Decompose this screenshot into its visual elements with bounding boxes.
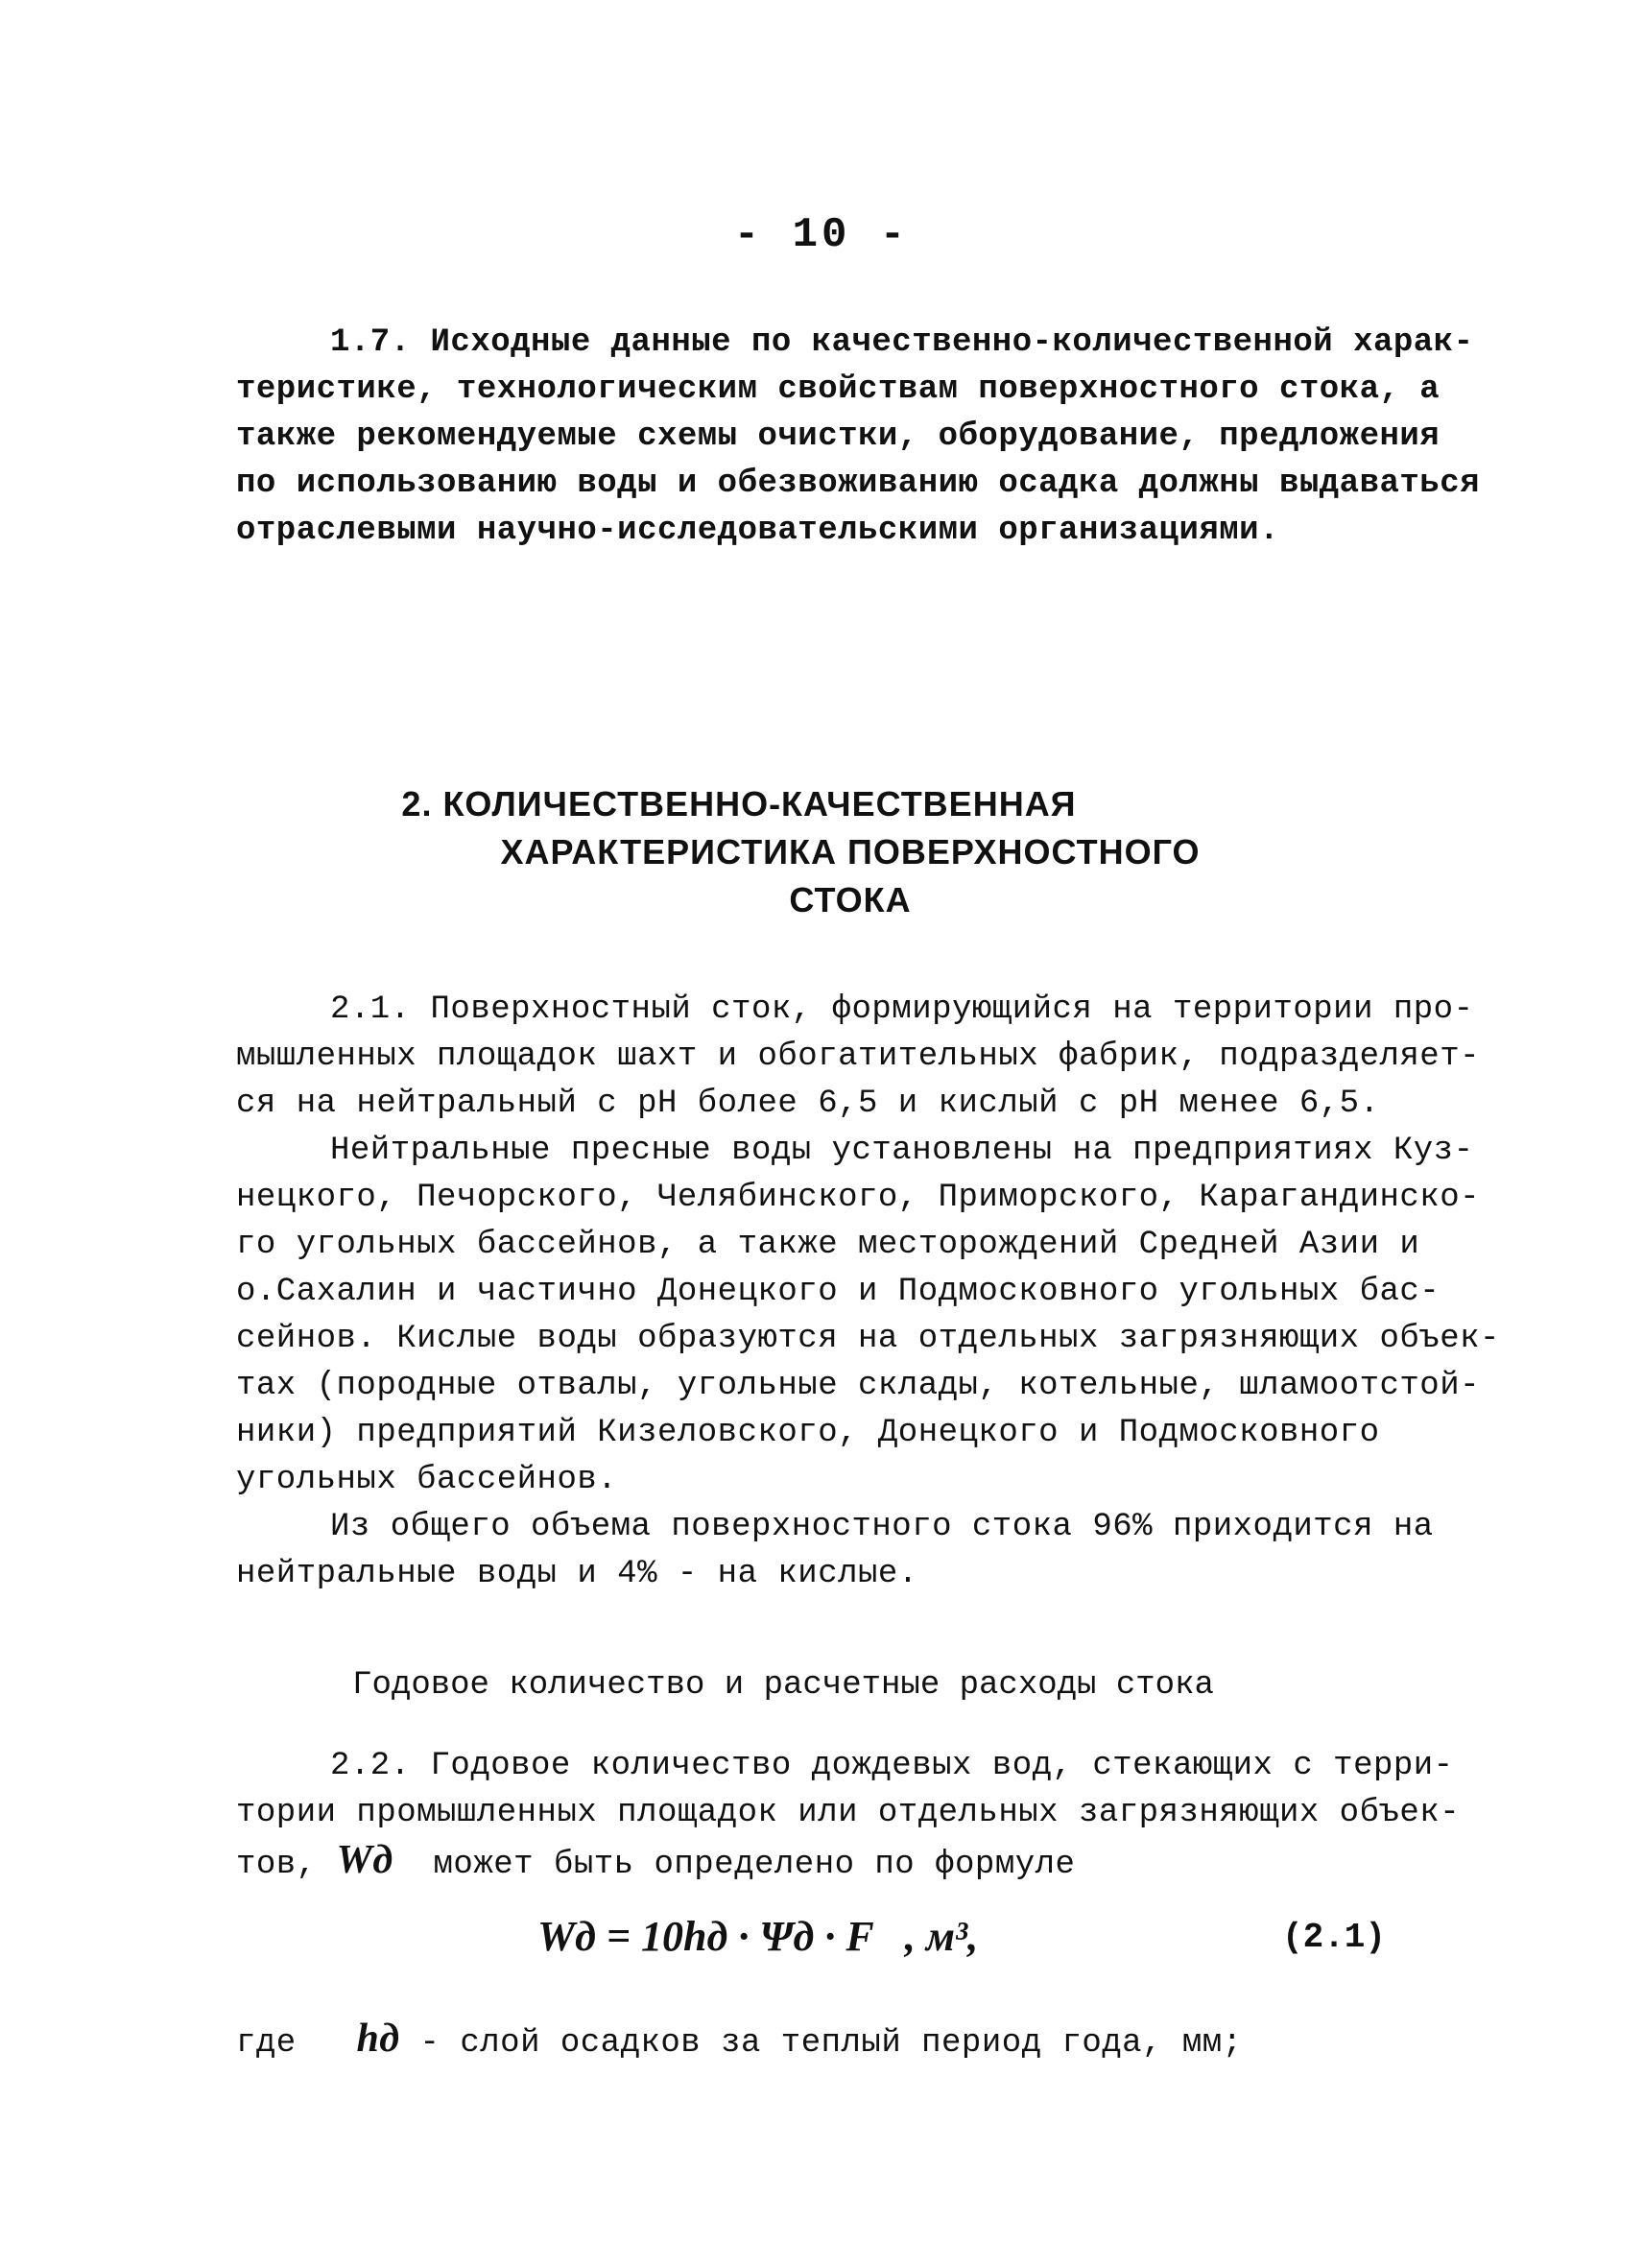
section-2-2-line-1: 2.2. Годовое количество дождевых вод, стекающих с терри-: [330, 1748, 1454, 1784]
section-2-2-line-3-suffix: может быть определено по формуле: [433, 1847, 1076, 1883]
section-2-1-line-12: Из общего объема поверхностного стока 96% приходится на: [330, 1509, 1434, 1545]
section-2-heading-line-1: 2. КОЛИЧЕСТВЕННО-КАЧЕСТВЕННАЯ: [401, 784, 1077, 824]
where-word: где: [236, 2025, 297, 2062]
section-2-1-line-13: нейтральные воды и 4% - на кислые.: [236, 1556, 918, 1592]
formula-number: (2.1): [1282, 1918, 1387, 1957]
page-number: - 10 -: [733, 211, 910, 259]
section-2-2-line-3: [236, 1837, 1075, 1888]
where-line: [236, 2016, 1243, 2066]
subheading: Годовое количество и расчетные расходы стока: [352, 1667, 1214, 1704]
section-2-1-line-6: го угольных бассейнов, а также месторождений Средней Азии и: [236, 1227, 1420, 1263]
section-1-7-line-5: отраслевыми научно-исследовательскими организациями.: [236, 513, 1279, 549]
section-2-2-line-3-prefix: тов,: [236, 1847, 317, 1883]
section-2-1-line-11: угольных бассейнов.: [236, 1462, 618, 1498]
section-2-1-line-2: мышленных площадок шахт и обогатительных фабрик, подразделяет-: [236, 1039, 1481, 1075]
section-1-7-line-1: 1.7. Исходные данные по качественно-количественной харак-: [330, 324, 1474, 361]
section-2-1-line-5: нецкого, Печорского, Челябинского, Приморского, Карагандинско-: [236, 1180, 1481, 1216]
symbol-h-d: hд: [356, 2017, 400, 2061]
formula-2-1: Wд = 10hд · Ψд · F , м³,: [537, 1913, 979, 1960]
where-text: - слой осадков за теплый период года, мм;: [419, 2025, 1243, 2062]
section-2-1-line-8: сейнов. Кислые воды образуются на отдельных загрязняющих объек-: [236, 1321, 1500, 1357]
section-2-2-line-2: тории промышленных площадок или отдельных загрязняющих объек-: [236, 1795, 1461, 1831]
section-2-1-line-7: о.Сахалин и частично Донецкого и Подмосковного угольных бас-: [236, 1274, 1441, 1310]
symbol-w-d: Wд: [336, 1838, 393, 1882]
section-2-1-line-9: тах (породные отвалы, угольные склады, котельные, шламоотстой-: [236, 1368, 1481, 1404]
section-2-1-line-1: 2.1. Поверхностный сток, формирующийся на территории про-: [330, 991, 1474, 1028]
section-1-7-line-2: теристике, технологическим свойствам поверхностного стока, а: [236, 371, 1441, 408]
section-2-heading-line-2: ХАРАКТЕРИСТИКА ПОВЕРХНОСТНОГО: [500, 832, 1201, 871]
section-2-1-line-3: ся на нейтральный с рН более 6,5 и кислый с рН менее 6,5.: [236, 1086, 1380, 1122]
section-2-1-line-4: Нейтральные пресные воды установлены на предприятиях Куз-: [330, 1133, 1474, 1169]
section-2-1-line-10: ники) предприятий Кизеловского, Донецкого и Подмосковного: [236, 1415, 1380, 1451]
section-1-7-line-4: по использованию воды и обезвоживанию осадка должны выдаваться: [236, 466, 1481, 502]
section-2-heading-line-3: СТОКА: [789, 880, 912, 919]
section-1-7-line-3: также рекомендуемые схемы очистки, оборудование, предложения: [236, 418, 1441, 455]
